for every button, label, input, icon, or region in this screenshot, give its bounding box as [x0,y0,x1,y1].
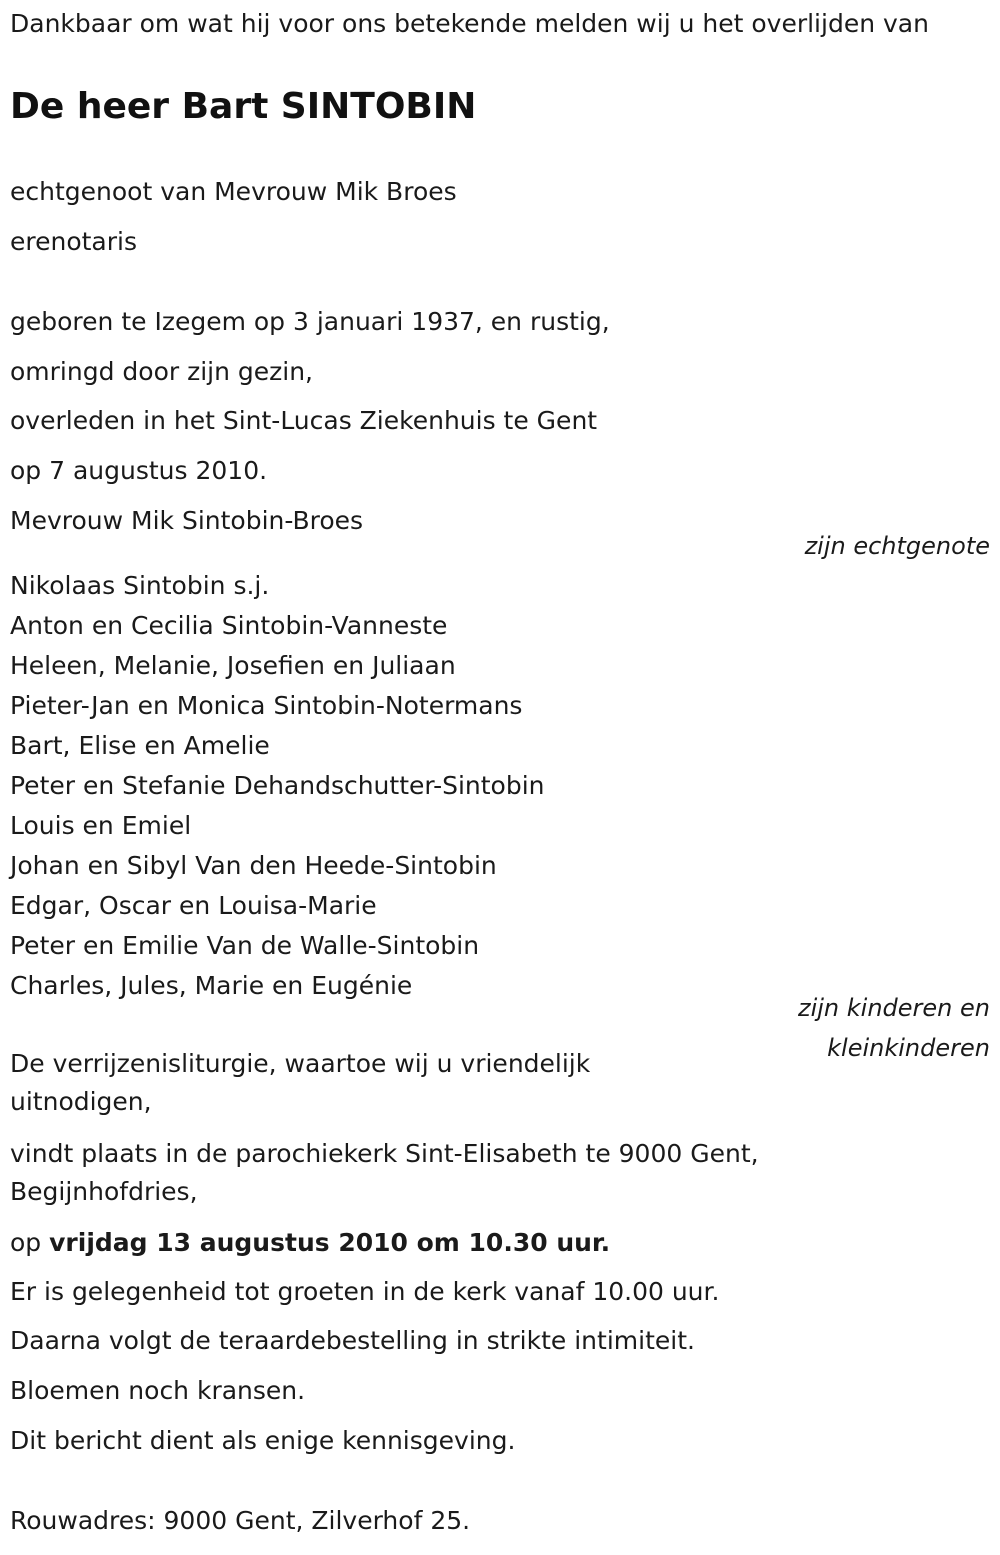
flowers-info: Bloemen noch kransen. [10,1376,306,1405]
burial-info: Daarna volgt de teraardebestelling in strikte intimiteit. [10,1326,695,1355]
family-list [10,566,545,1006]
date-prefix: op [10,1228,50,1257]
family-member: Peter en Emilie Van de Walle-Sintobin [10,931,480,960]
mourning-address: Rouwadres: 9000 Gent, Zilverhof 25. [10,1506,471,1535]
notice-info: Dit bericht dient als enige kennisgeving. [10,1426,516,1455]
date-bold: vrijdag 13 augustus 2010 om 10.30 uur. [49,1228,611,1257]
greeting-info: Er is gelegenheid tot groeten in de kerk vanaf 10.00 uur. [10,1277,720,1306]
ceremony-date [10,1227,610,1258]
family-role-line2: kleinkinderen [827,1034,990,1062]
intro-text: Dankbaar om wat hij voor ons betekende melden wij u het overlijden van [10,9,929,38]
family-member: Pieter-Jan en Monica Sintobin-Notermans [10,691,523,720]
family-member: Bart, Elise en Amelie [10,731,270,760]
birth-line: geboren te Izegem op 3 januari 1937, en rustig, [10,307,610,336]
surrounded-line: omringd door zijn gezin, [10,357,314,386]
family-role-line1: zijn kinderen en [798,994,990,1022]
death-date-line: op 7 augustus 2010. [10,456,268,485]
family-member: Anton en Cecilia Sintobin-Vanneste [10,611,448,640]
family-member: Nikolaas Sintobin s.j. [10,571,270,600]
widow-role: zijn echtgenote [804,532,990,560]
family-member: Peter en Stefanie Dehandschutter-Sintobin [10,771,545,800]
widow-name: Mevrouw Mik Sintobin-Broes [10,506,364,535]
liturgy-text: De verrijzenisliturgie, waartoe wij u vriendelijk uitnodigen, [10,1049,591,1116]
family-member: Johan en Sibyl Van den Heede-Sintobin [10,851,497,880]
family-member: Charles, Jules, Marie en Eugénie [10,971,413,1000]
death-place-line: overleden in het Sint-Lucas Ziekenhuis te Gent [10,406,598,435]
family-member: Edgar, Oscar en Louisa-Marie [10,891,377,920]
profession: erenotaris [10,227,138,256]
location-text: vindt plaats in de parochiekerk Sint-Elisabeth te 9000 Gent, Begijnhofdries, [10,1139,759,1206]
deceased-name: De heer Bart SINTOBIN [10,86,477,127]
family-member: Heleen, Melanie, Josefien en Juliaan [10,651,456,680]
family-member: Louis en Emiel [10,811,192,840]
spouse-line: echtgenoot van Mevrouw Mik Broes [10,177,457,206]
